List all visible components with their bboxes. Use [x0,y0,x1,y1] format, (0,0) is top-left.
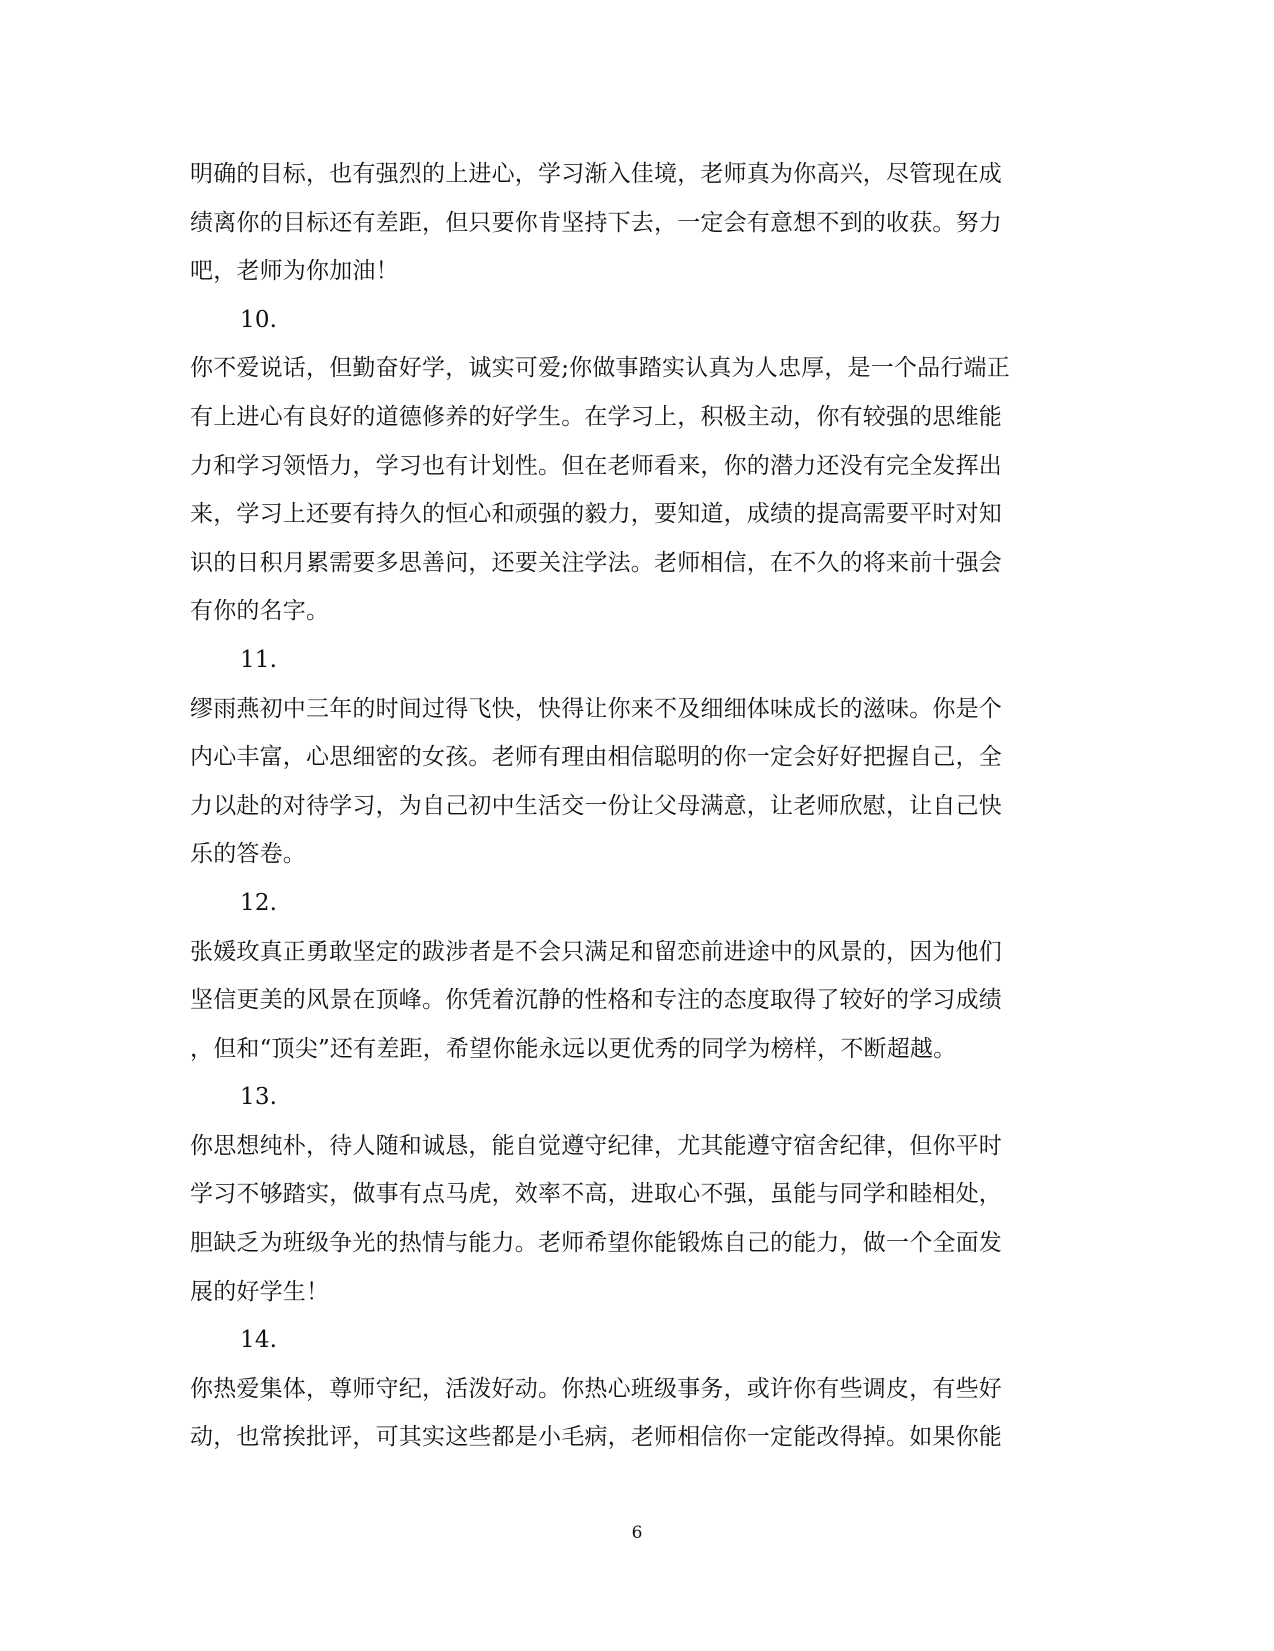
text-line: 吧，老师为你加油！ [190,258,399,285]
text-line: ，但和“顶尖”还有差距，希望你能永远以更优秀的同学为榜样，不断超越。 [190,1035,957,1062]
text-line: 动，也常挨批评，可其实这些都是小毛病，老师相信你一定能改得掉。如果你能 [190,1424,1002,1451]
item-number: 13. [240,1084,278,1111]
text-line: 力和学习领悟力，学习也有计划性。但在老师看来，你的潜力还没有完全发挥出 [190,452,1002,479]
text-line: 内心丰富，心思细密的女孩。老师有理由相信聪明的你一定会好好把握自己，全 [190,744,1002,771]
text-line: 识的日积月累需要多思善问，还要关注学法。老师相信，在不久的将来前十强会 [190,549,1002,576]
text-line: 有你的名字。 [190,598,330,625]
text-line: 你热爱集体，尊师守纪，活泼好动。你热心班级事务，或许你有些调皮，有些好 [190,1375,1002,1402]
text-line: 展的好学生！ [190,1278,330,1305]
item-number: 11. [240,646,278,673]
text-line: 坚信更美的风景在顶峰。你凭着沉静的性格和专注的态度取得了较好的学习成绩 [190,987,1002,1014]
text-line: 绩离你的目标还有差距，但只要你肯坚持下去，一定会有意想不到的收获。努力 [190,209,1002,236]
text-line: 乐的答卷。 [190,841,306,868]
text-line: 力以赴的对待学习，为自己初中生活交一份让父母满意，让老师欣慰，让自己快 [190,792,1002,819]
text-line: 缪雨燕初中三年的时间过得飞快，快得让你来不及细细体味成长的滋味。你是个 [190,695,1002,722]
text-line: 胆缺乏为班级争光的热情与能力。老师希望你能锻炼自己的能力，做一个全面发 [190,1230,1002,1257]
text-line: 你不爱说话，但勤奋好学，诚实可爱;你做事踏实认真为人忠厚，是一个品行端正 [190,355,1010,382]
item-number: 14. [240,1327,278,1354]
text-line: 张媛玫真正勇敢坚定的跋涉者是不会只满足和留恋前进途中的风景的，因为他们 [190,938,1002,965]
text-line: 有上进心有良好的道德修养的好学生。在学习上，积极主动，你有较强的思维能 [190,403,1002,430]
item-number: 10. [240,306,278,333]
document-body [190,150,1080,1462]
text-line: 学习不够踏实，做事有点马虎，效率不高，进取心不强，虽能与同学和睦相处， [190,1181,1002,1208]
page-number: 6 [631,1523,643,1543]
item-number: 12. [240,889,278,916]
text-line: 明确的目标，也有强烈的上进心，学习渐入佳境，老师真为你高兴，尽管现在成 [190,161,1002,187]
text-line: 来，学习上还要有持久的恒心和顽强的毅力，要知道，成绩的提高需要平时对知 [190,501,1002,528]
text-line: 你思想纯朴，待人随和诚恳，能自觉遵守纪律，尤其能遵守宿舍纪律，但你平时 [190,1132,1002,1159]
